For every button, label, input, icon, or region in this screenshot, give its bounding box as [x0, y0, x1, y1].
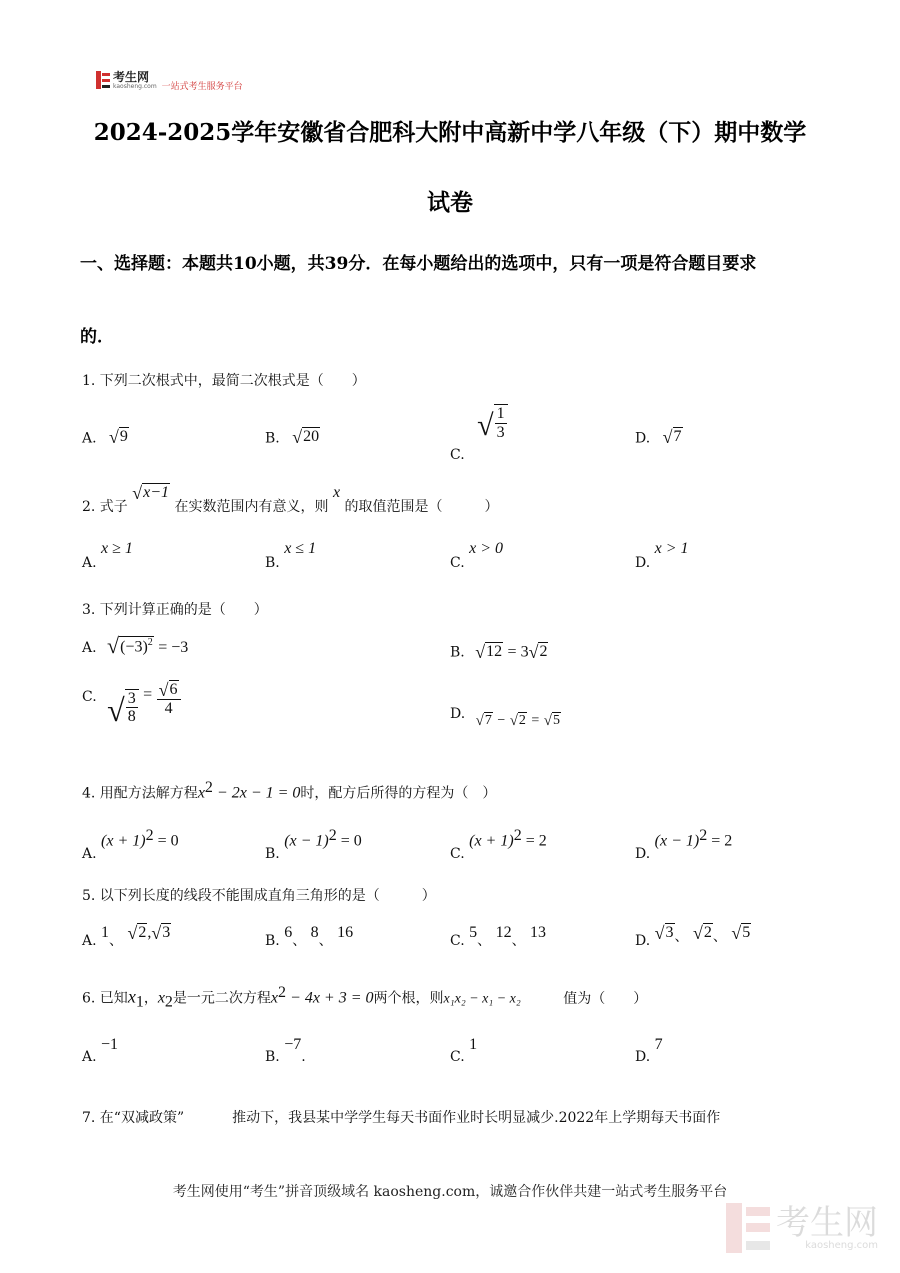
- logo-slogan: 一站式考生服务平台: [161, 82, 243, 92]
- section-header-line2: 的．: [80, 327, 114, 347]
- q1-option-c-expr: √ $\frac{1}{3}$: [477, 404, 507, 441]
- q1-option-b: B. √ 20: [265, 427, 320, 448]
- q4-option-b: B. $(x - 1)^2 = 0$: [265, 827, 362, 862]
- q6-option-d: D. 7: [635, 1036, 663, 1065]
- q1-option-a: A. √ 9: [82, 427, 128, 448]
- footer-text: 考生网使用“考生”拼音顶级域名 kaosheng.com，诚邀合作伙伴共建一站式考生服务平台: [172, 1184, 728, 1200]
- q5-option-a: A. 1、 √ 2 , √ 3: [82, 923, 171, 949]
- logo-name: 考生网: [113, 70, 150, 84]
- q3-option-a: A. √ $(-3)^2$ = −3: [82, 633, 189, 658]
- q4-option-c: C. $(x + 1)^2 = 2$: [450, 827, 547, 862]
- kaosheng-watermark-icon: [726, 1203, 770, 1253]
- kaosheng-logo-icon: [96, 71, 110, 89]
- q3-option-d: D. √ 7 − √ 2 = √ 5: [450, 706, 560, 730]
- page-title-line1: 2024-2025学年安徽省合肥科大附中高新中学八年级（下）期中数学: [93, 119, 807, 146]
- q5-option-c: C. 5、 12、 13: [450, 924, 547, 949]
- q3-option-c: C. √ $\frac{3}{8}$ = √ 6 4: [82, 688, 181, 726]
- q3-option-b: B. √ 12 = 3 √ 2: [450, 642, 548, 663]
- q1-option-c: C. √ $\frac{1}{3}$: [450, 404, 508, 441]
- watermark-url: kaosheng.com: [805, 1239, 878, 1251]
- q2-option-c: C. x > 0: [450, 540, 504, 571]
- logo-url: kaosheng.com: [113, 83, 157, 90]
- question-7-stem: 7. 在“双减政策” 推动下，我县某中学学生每天书面作业时长明显减少.2022年上学期每天书面作: [82, 1110, 721, 1126]
- q2-radical: √ x−1: [132, 483, 170, 503]
- kaosheng-logo[interactable]: [96, 71, 243, 92]
- question-2-stem: 2. 式子 √ x−1 在实数范围内有意义，则 x 的取值范围是（ ）: [82, 483, 499, 515]
- q1-option-d: D. √ 7: [635, 427, 682, 448]
- q6-option-a: A. −1: [82, 1036, 119, 1065]
- question-3-stem: 3. 下列计算正确的是（ ）: [82, 602, 268, 618]
- q2-option-a: A. x ≥ 1: [82, 540, 133, 571]
- section-header-line1: 一、选择题：本题共10小题，共39分．在每小题给出的选项中，只有一项是符合题目要求: [80, 254, 757, 274]
- q1-option-b-expr: √ 20: [292, 427, 320, 448]
- q2-option-b: B. x ≤ 1: [265, 540, 317, 571]
- q1-option-d-expr: √ 7: [662, 427, 682, 448]
- q5-option-d: D. √ 3 、 √ 2 、 √ 5: [635, 923, 751, 949]
- q6-option-c: C. 1: [450, 1036, 478, 1065]
- q1-option-a-expr: √ 9: [109, 427, 128, 448]
- q4-option-a: A. $(x + 1)^2 = 0$: [82, 827, 179, 862]
- question-1-stem: 1. 下列二次根式中，最简二次根式是（ ）: [82, 373, 366, 389]
- question-6-stem: 6. 已知$x_1$，$x_2$是一元二次方程$x^2 - 4x + 3 = 0$两个根，则x₁x₂ − x₁ − x₂ 值为（ ）: [82, 984, 648, 1011]
- q4-option-d: D. $(x - 1)^2 = 2$: [635, 827, 733, 862]
- q2-option-d: D. x > 1: [635, 540, 689, 571]
- kaosheng-watermark: [726, 1203, 878, 1253]
- question-5-stem: 5. 以下列长度的线段不能围成直角三角形的是（ ）: [82, 888, 436, 904]
- watermark-name: 考生网: [776, 1202, 878, 1243]
- q6-option-b: B. −7.: [265, 1036, 306, 1065]
- question-4-stem: 4. 用配方法解方程$x^2 - 2x - 1 = 0$时，配方后所得的方程为（ ）: [82, 779, 497, 802]
- q5-option-b: B. 6、 8、 16: [265, 924, 354, 949]
- page-title-line2: 试卷: [427, 189, 473, 216]
